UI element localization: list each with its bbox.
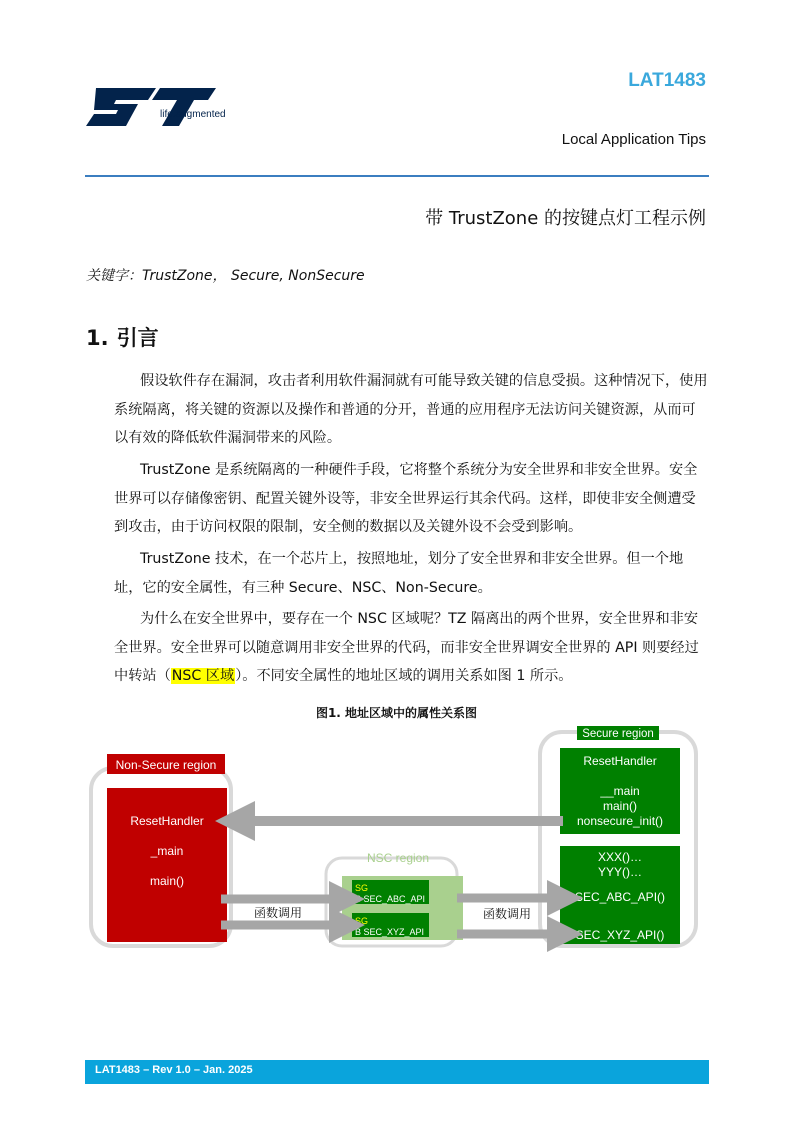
paragraph-4-text-b: ）。不同安全属性的地址区域的调用关系如图 1 所示。 xyxy=(235,668,573,684)
secure-top-line-1: ResetHandler xyxy=(583,754,657,768)
non-secure-label: Non-Secure region xyxy=(115,758,217,772)
section-heading xyxy=(86,322,167,352)
paragraph-1: 假设软件存在漏洞，攻击者利用软件漏洞就有可能导致关键的信息受损。这种情况下，使用系统隔离，将关键的资源以及操作和普通的分开，普通的应用程序无法访问关键资源，从而可以有效的降低软件漏洞带来的风险。 xyxy=(114,373,708,446)
paragraph-4-text-a: 为什么在安全世界中，要存在一个 NSC 区域呢？TZ 隔离出的两个世界，安全世界和非安全世界。安全世界可以随意调用非安全世界的代码，而非安全世界调安全世界的 API 则要经过中转站（ xyxy=(114,611,699,684)
secure-top-line-3: main() xyxy=(602,799,638,813)
nsc-entry-1-branch: B SEC_ABC_API xyxy=(355,894,426,904)
st-logo-mark xyxy=(86,88,216,126)
document-title: 带 TrustZone 的按键点灯工程示例 xyxy=(425,208,706,229)
section-title: 引言 xyxy=(116,326,159,350)
st-logo xyxy=(86,86,246,130)
figure-caption: 图1. 地址区域中的属性关系图 xyxy=(315,706,478,720)
non-secure-line-3: main() xyxy=(149,874,185,888)
secure-bottom-line-2: YYY()… xyxy=(597,865,643,879)
call-label-right: 函数调用 xyxy=(482,907,532,921)
secure-top-line-4: nonsecure_init() xyxy=(576,814,664,828)
paragraph-4 xyxy=(114,605,708,691)
section-number: 1. xyxy=(86,326,109,350)
non-secure-line-2: _main xyxy=(150,844,184,858)
header-rule xyxy=(85,175,709,177)
highlighted-term: NSC 区域 xyxy=(171,668,235,684)
secure-bottom-line-1: XXX()… xyxy=(597,850,643,864)
nsc-entry-2-sg: SG xyxy=(355,916,369,926)
document-id: LAT1483 xyxy=(628,70,706,91)
footer-text: LAT1483 – Rev 1.0 – Jan. 2025 xyxy=(95,1064,253,1076)
nsc-label: NSC region xyxy=(366,851,430,865)
nsc-entry-1-sg: SG xyxy=(355,883,369,893)
paragraph-3: TrustZone 技术，在一个芯片上，按照地址，划分了安全世界和非安全世界。但一个地址，它的安全属性，有三种 Secure、NSC、Non-Secure。 xyxy=(114,551,684,596)
keywords: 关键字：TrustZone， Secure, NonSecure xyxy=(86,268,365,284)
paragraph-2: TrustZone 是系统隔离的一种硬件手段，它将整个系统分为安全世界和非安全世界。安全世界可以存储像密钥、配置关键外设等，非安全世界运行其余代码。这样，即使非安全侧遭受到攻击，由于访问权限的限制，安全侧的数据以及关键外设不会受到影响。 xyxy=(114,462,698,535)
non-secure-line-1: ResetHandler xyxy=(130,814,204,828)
secure-bottom-line-4: SEC_XYZ_API() xyxy=(575,928,665,942)
secure-label: Secure region xyxy=(582,728,654,740)
secure-bottom-line-3: SEC_ABC_API() xyxy=(574,890,666,904)
address-region-diagram xyxy=(85,726,710,956)
logo-tagline: life.augmented xyxy=(160,109,226,120)
call-label-left: 函数调用 xyxy=(253,906,303,920)
non-secure-block xyxy=(107,788,227,942)
document-series: Local Application Tips xyxy=(561,131,706,148)
nsc-entry-2-branch: B SEC_XYZ_API xyxy=(355,927,425,937)
secure-top-line-2: __main xyxy=(600,784,640,798)
